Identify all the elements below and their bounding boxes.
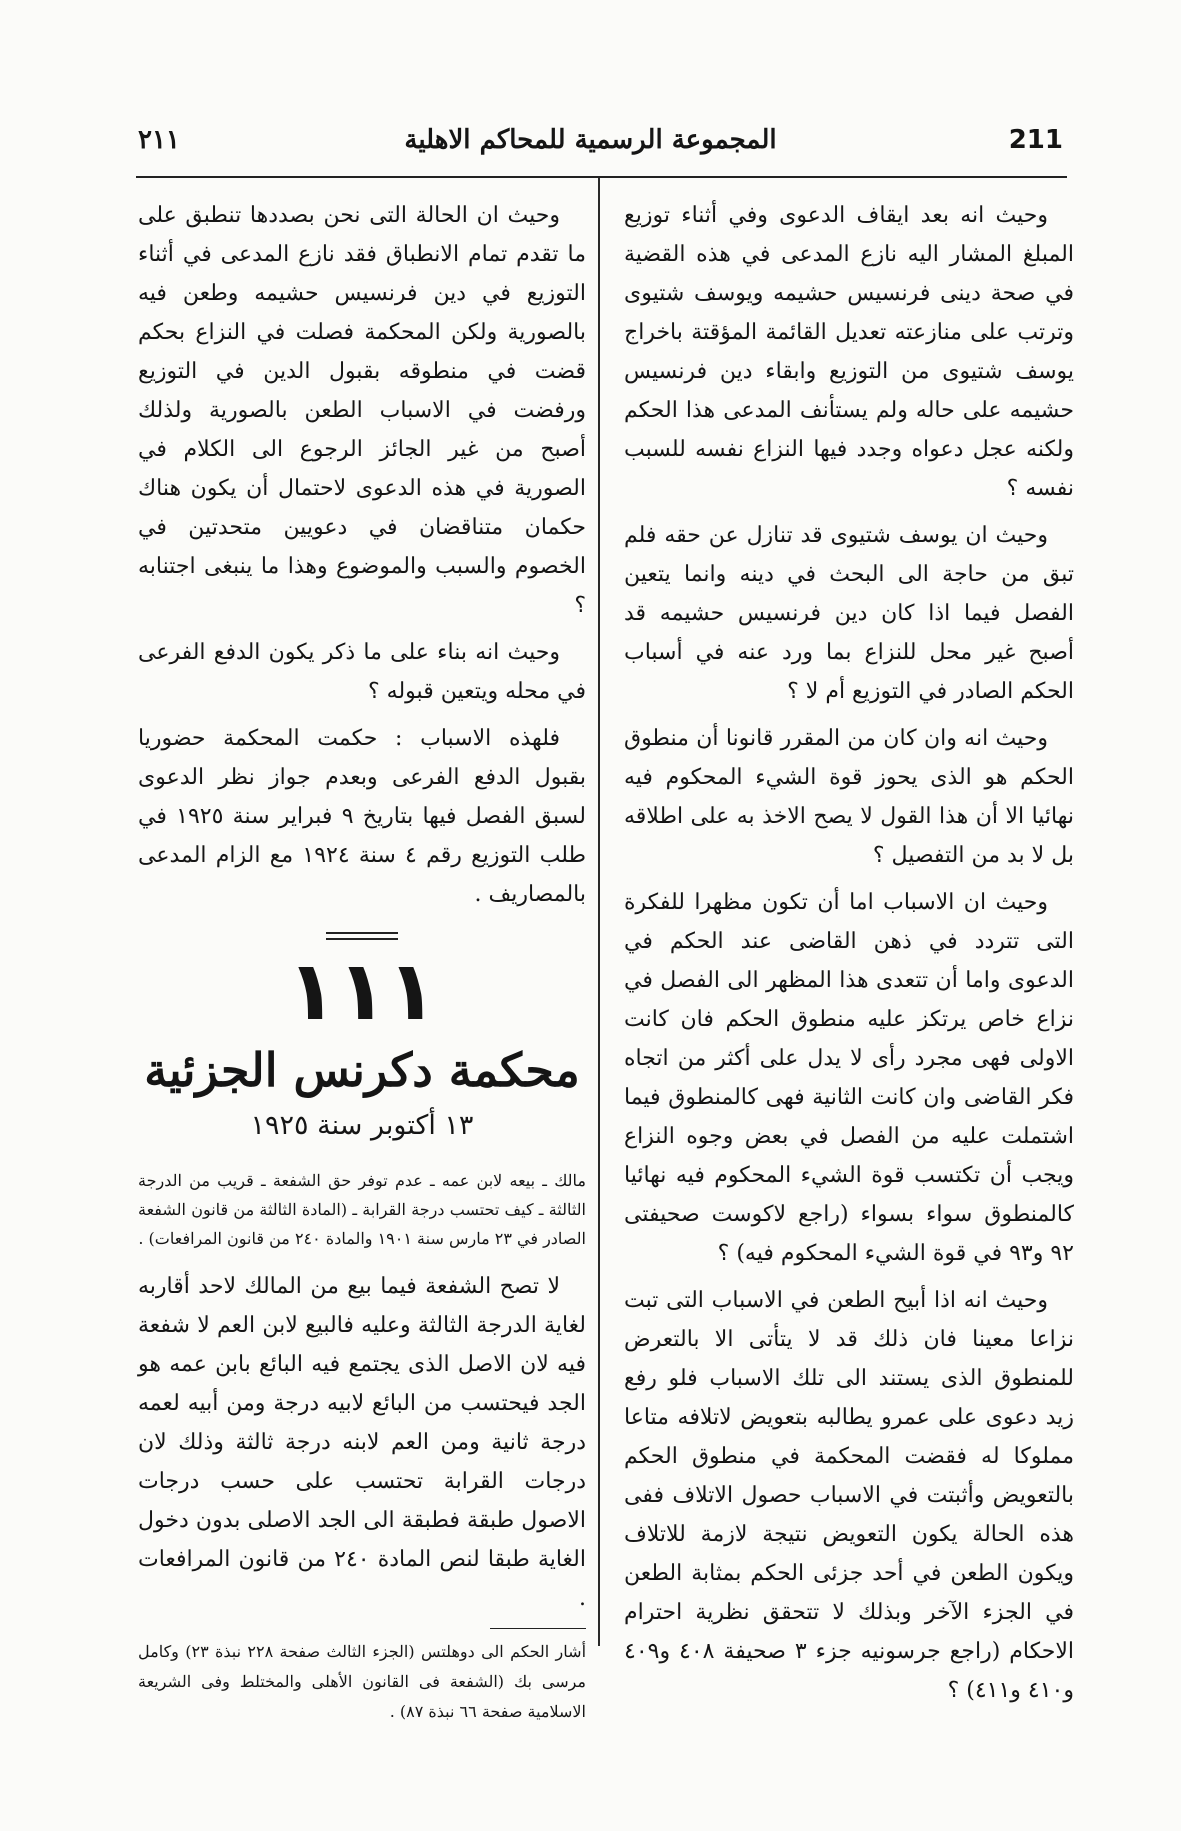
paragraph: وحيث انه اذا أبيح الطعن في الاسباب التى تبت نزاعا معينا فان ذلك قد لا يتأتى الا بالتعرض للمنطوق الذى يستند الى تلك الاسباب فلو رفع زيد دعوى على عمرو يطالبه بتعويض لاتلافه متاعا مملوكا له فقضت المحكمة في منطوق الحكم بالتعويض وأثبتت في الاسباب حصول الاتلاف ففى هذه الحالة يكون التعويض نتيجة لازمة للاتلاف ويكون الطعن في أحد جزئى الحكم بمثابة الطعن في الجزء الآخر وبذلك لا تتحقق نظرية احترام الاحكام (راجع جرسونيه جزء ٣ صحيفة ٤٠٨ و٤٠٩ و٤١٠ و٤١١) ؟	[624, 1288, 1074, 1703]
page-number-latin: 211	[1008, 125, 1063, 155]
paragraph: وحيث انه بناء على ما ذكر يكون الدفع الفرعى في محله ويتعين قبوله ؟	[138, 640, 586, 704]
court-name: محكمة دكرنس الجزئية	[144, 1043, 580, 1097]
left-column	[138, 196, 586, 1727]
paragraph: وحيث ان الحالة التى نحن بصددها تنطبق على ما تقدم تمام الانطباق فقد نازع المدعى في أثناء التوزيع في دين فرنسيس حشيمه وطعن فيه بالصورية ولكن المحكمة فصلت في النزاع بحكم قضت في منطوقه بقبول الدين في التوزيع ورفضت في الاسباب الطعن بالصورية ولذلك أصبح من غير الجائز الرجوع الى الكلام في الصورية في هذه الدعوى لاحتمال أن يكون هناك حكمان متناقضان في دعويين متحدتين في الخصوم والسبب والموضوع وهذا ما ينبغى اجتنابه ؟	[138, 203, 586, 618]
footnote: أشار الحكم الى دوهلتس (الجزء الثالث صفحة ٢٢٨ نبذة ٢٣) وكامل مرسى بك (الشفعة فى القانون الأهلى والمختلط وفى الشريعة الاسلامية صفحة ٦٦ نبذة ٨٧) .	[138, 1642, 587, 1721]
case-date: ١٣ أكتوبر سنة ١٩٢٥	[250, 1110, 474, 1141]
case-summary: مالك ـ بيعه لابن عمه ـ عدم توفر حق الشفعة ـ قريب من الدرجة الثالثة ـ كيف تحتسب درجة القرابة ـ (المادة الثالثة من قانون الشفعة الصادر في ٢٣ مارس سنة ١٩٠١ والمادة ٢٤٠ من قانون المرافعات) .	[138, 1171, 587, 1248]
paragraph: وحيث ان يوسف شتيوى قد تنازل عن حقه فلم تبق من حاجة الى البحث في دينه وانما يتعين الفصل فيما اذا كان دين فرنسيس حشيمه قد أصبح غير محل للنزاع بما ورد عنه في أسباب الحكم الصادر في التوزيع أم لا ؟	[624, 523, 1074, 704]
case-number: ١١١	[286, 944, 438, 1039]
case-ruling: لا تصح الشفعة فيما بيع من المالك لاحد أقاربه لغاية الدرجة الثالثة وعليه فالبيع لابن العم لا شفعة فيه لان الاصل الذى يجتمع فيه البائع بابن عمه هو الجد فيحتسب من البائع لابيه درجة ومن أبيه لعمه درجة ثانية ومن العم لابنه درجة ثالثة وذلك لان درجات القرابة تحتسب على حسب درجات الاصول طبقة فطبقة الى الجد الاصلى بدون دخول الغاية طبقا لنص المادة ٢٤٠ من قانون المرافعات .	[138, 1274, 586, 1611]
page-number-arabic: ٢١١	[138, 125, 180, 155]
section-separator	[326, 932, 398, 940]
paragraph: فلهذه الاسباب : حكمت المحكمة حضوريا بقبول الدفع الفرعى وبعدم جواز نظر الدعوى لسبق الفصل فيها بتاريخ ٩ فبراير سنة ١٩٢٥ في طلب التوزيع رقم ٤ سنة ١٩٢٤ مع الزام المدعى بالمصاريف .	[138, 726, 587, 907]
column-divider	[598, 178, 600, 1646]
paragraph: وحيث ان الاسباب اما أن تكون مظهرا للفكرة التى تتردد في ذهن القاضى عند الحكم في الدعوى واما أن تتعدى هذا المظهر الى الفصل في نزاع خاص يرتكز عليه منطوق الحكم فان كانت الاولى فهى مجرد رأى لا يدل على أكثر من اتجاه فكر القاضى وان كانت الثانية فهى كالمنطوق فيما اشتملت عليه من الفصل في بعض وجوه النزاع ويجب أن تكتسب قوة الشيء المحكوم فيه نهائيا كالمنطوق سواء بسواء (راجع لاكوست صحيفتى ٩٢ و٩٣ في قوة الشيء المحكوم فيه) ؟	[624, 890, 1074, 1266]
running-title: المجموعة الرسمية للمحاكم الاهلية	[404, 125, 777, 155]
right-column	[624, 196, 1074, 1718]
header-rule	[136, 176, 1067, 178]
paragraph: وحيث انه بعد ايقاف الدعوى وفي أثناء توزيع المبلغ المشار اليه نازع المدعى في هذه القضية في صحة دينى فرنسيس حشيمه ويوسف شتيوى وترتب على منازعته تعديل القائمة المؤقتة باخراج يوسف شتيوى من التوزيع وابقاء دين فرنسيس حشيمه على حاله ولم يستأنف المدعى هذا الحكم ولكنه عجل دعواه وجدد فيها النزاع نفسه للسبب نفسه ؟	[624, 203, 1074, 501]
paragraph: وحيث انه وان كان من المقرر قانونا أن منطوق الحكم هو الذى يحوز قوة الشيء المحكوم فيه نهائيا الا أن هذا القول لا يصح الاخذ به على اطلاقه بل لا بد من التفصيل ؟	[624, 726, 1074, 868]
footnote-rule	[490, 1628, 586, 1629]
